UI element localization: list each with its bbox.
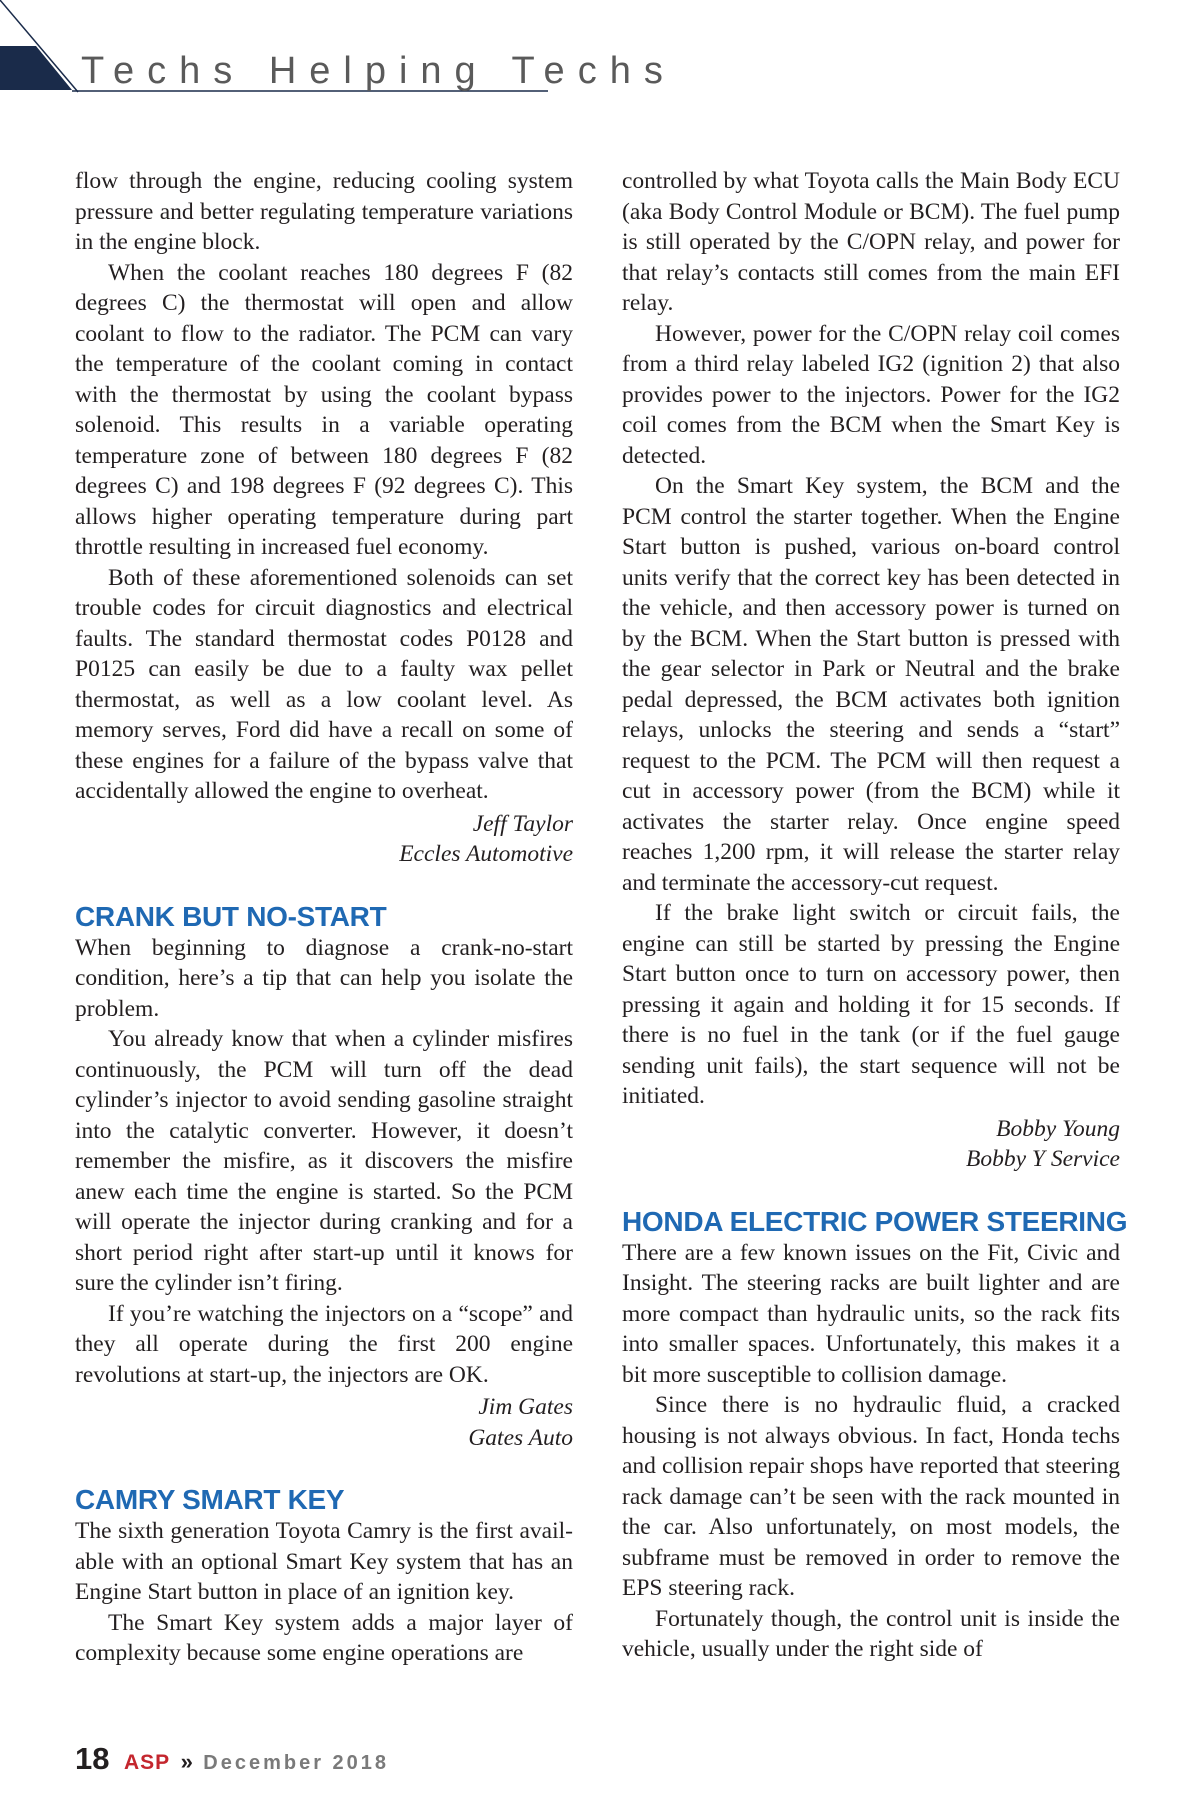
article-paragraph: The sixth generation Toyota Camry is the first available with an optional Smart Key system that has an Engine Start button in place of an ignition key.: [75, 1518, 573, 1605]
page-footer: [75, 1741, 389, 1777]
author-name: Bobby Young: [996, 1115, 1120, 1142]
section-heading-crank: CRANK BUT NO-START: [75, 900, 387, 932]
article-paragraph: When the coolant reaches 180 degrees F (82 degrees C) the thermostat will open and allow coolant to flow to the radiator. The PCM can vary the temperature of the coolant coming in contact with the thermostat by using the coolant bypass solenoid. This results in a variable operating temperature zone of between 180 degrees F (82 degrees C) and 198 degrees F (92 degrees C). This allows higher operating temperature during part throttle resulting in increased fuel economy.: [75, 259, 573, 560]
article-paragraph: controlled by what Toyota calls the Main Body ECU (aka Body Control Module or BCM). The fuel pump is still operated by the C/OPN relay, and power for that relay’s contacts still comes from the main EFI relay.: [622, 168, 1120, 316]
author-name: Jim Gates: [478, 1394, 573, 1420]
article-paragraph: There are a few known issues on the Fit, Civic and Insight. The steering racks are built lighter and are more compact than hydraulic units, so the rack fits into smaller spaces. Unfortunately, this makes it a bit more susceptible to collision damage.: [622, 1239, 1120, 1388]
article-paragraph: If you’re watching the injectors on a “scope” and they all operate during the first 200 engine revolutions at start-up, the injectors are OK.: [75, 1300, 573, 1388]
issue-date: December 2018: [203, 1752, 390, 1774]
left-column: [75, 166, 573, 1669]
article-paragraph: Fortunately though, the control unit is inside the vehicle, usually under the right side of: [622, 1605, 1120, 1662]
article-paragraph: flow through the engine, reducing cooling system pressure and better regulating temperature variations in the engine block.: [75, 168, 573, 255]
author-company: Bobby Y Service: [965, 1146, 1120, 1172]
page-header: [0, 0, 1200, 110]
corner-triangle-shape: [0, 46, 72, 90]
article-paragraph: Both of these aforementioned solenoids can set trouble codes for circuit diagnostics and electrical faults. The standard thermostat codes P0128 and P0125 can easily be due to a faulty wax pellet thermostat, as well as a low coolant level. As memory serves, Ford did have a recall on some of these engines for a failure of the bypass valve that accidentally allowed the engine to overheat.: [75, 564, 573, 804]
author-company: Gates Auto: [468, 1424, 573, 1451]
article-paragraph: You already know that when a cylinder misfires continuously, the PCM will turn off the dead cylinder’s injector to avoid sending gasoline straight into the catalytic converter. However, it doesn’t remember the misfire, as it discovers the misfire anew each time the engine is started. So the PCM will operate the injector during cranking and for a short period right after start-up until it knows for sure the cylinder isn’t firing.: [75, 1026, 573, 1296]
article-paragraph: However, power for the C/OPN relay coil comes from a third relay labeled IG2 (ignition 2) that also provides power to the injectors. Power for the IG2 coil comes from the BCM when the Smart Key is detected.: [622, 320, 1120, 469]
magazine-name: ASP: [123, 1751, 171, 1774]
article-paragraph: On the Smart Key system, the BCM and the PCM control the starter together. When the Engine Start button is pushed, various on-board control units verify that the correct key has been detected in the vehicle, and then accessory power is turned on by the BCM. When the Start button is pressed with the gear selector in Park or Neutral and the brake pedal depressed, the BCM activates both ignition relays, unlocks the steering and sends a “start” request to the PCM. The PCM will then request a cut in accessory power (from the BCM) while it activates the starter relay. Once engine speed reaches 1,200 rpm, it will release the starter relay and terminate the accessory-cut request.: [622, 473, 1120, 896]
page-number: 18: [75, 1741, 110, 1776]
right-column: [622, 166, 1128, 1665]
header-title: Techs Helping Techs: [81, 50, 676, 92]
article-paragraph: The Smart Key system adds a major layer of complexity because some engine operations are: [75, 1609, 573, 1666]
footer-separator-icon: »: [180, 1749, 193, 1774]
author-company: Eccles Automotive: [399, 841, 573, 867]
article-paragraph: When beginning to diagnose a crank-no-start condition, here’s a tip that can help you isolate the problem.: [75, 934, 573, 1022]
section-heading-honda: HONDA ELECTRIC POWER STEERING: [622, 1205, 1128, 1237]
section-heading-camry: CAMRY SMART KEY: [75, 1484, 345, 1515]
article-paragraph: If the brake light switch or circuit fails, the engine can still be started by pressing the Engine Start button once to turn on accessory power, then pressing it again and holding it for 15 seconds. If there is no fuel in the tank (or if the fuel gauge sending unit fails), the start sequence will not be initiated.: [622, 900, 1120, 1109]
author-name: Jeff Taylor: [472, 810, 573, 837]
article-paragraph: Since there is no hydraulic fluid, a cracked housing is not always obvious. In fact, Honda techs and collision repair shops have reported that steering rack damage can’t be seen with the rack mounted in the car. Also unfortunately, on most models, the subframe must be removed in order to remove the EPS steering rack.: [622, 1392, 1120, 1601]
